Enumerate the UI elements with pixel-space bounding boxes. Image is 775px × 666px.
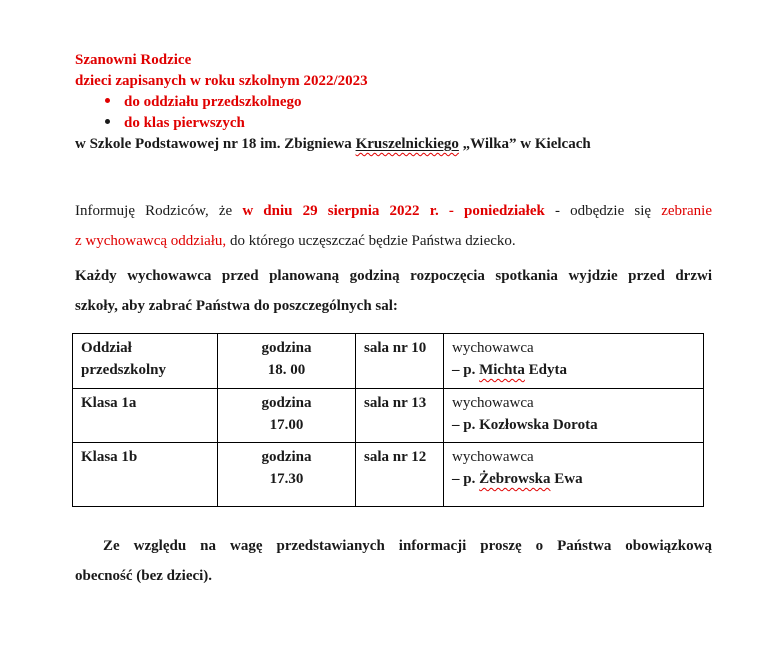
school-name-line <box>75 134 715 155</box>
group-cell: Klasa 1b <box>73 443 218 507</box>
notice-line-2: szkoły, aby zabrać Państwa do poszczególnych sal: <box>75 298 398 314</box>
meeting-highlight-text: z wychowawcą oddziału, <box>75 233 227 249</box>
meeting-highlight-text: zebranie <box>661 203 712 219</box>
bullet-item-przedszkole <box>75 92 715 113</box>
teacher-name <box>452 359 695 381</box>
room-cell: sala nr 10 <box>356 334 444 389</box>
teacher-cell <box>444 334 704 389</box>
intro-paragraph <box>75 196 712 256</box>
teacher-name-rest: Kozłowska Dorota <box>479 417 598 433</box>
bullet-icon <box>105 98 110 103</box>
time-cell <box>218 443 356 507</box>
teacher-name <box>452 468 695 490</box>
schedule-table <box>72 333 704 507</box>
teacher-name <box>452 414 695 436</box>
teacher-name-rest: Edyta <box>524 362 568 378</box>
teacher-cell <box>444 389 704 443</box>
time-cell <box>218 334 356 389</box>
teacher-name-prefix: – p. <box>452 362 480 378</box>
intro-line-1 <box>75 196 712 226</box>
table-row-klasa-1b <box>73 443 704 507</box>
intro-text: - odbędzie się <box>544 203 662 219</box>
teacher-cell <box>444 443 704 507</box>
teacher-label: wychowawca <box>452 449 534 465</box>
intro-line-2 <box>75 226 712 256</box>
meeting-date-text: w dniu 29 sierpnia 2022 r. - poniedziałek <box>242 203 545 219</box>
closing-paragraph <box>75 531 712 591</box>
closing-line-1: Ze względu na wagę przedstawianych informacji proszę o Państwa obowiązkową <box>103 538 712 554</box>
closing-line-2: obecność (bez dzieci). <box>75 568 213 584</box>
teacher-label: wychowawca <box>452 340 534 356</box>
intro-text: Informuję Rodziców, że <box>75 203 243 219</box>
teacher-name-prefix: – p. <box>452 417 480 433</box>
time-value: 17.00 <box>269 417 304 433</box>
teacher-name-rest: Ewa <box>550 471 583 487</box>
time-label: godzina <box>261 340 312 356</box>
table-row-klasa-1a <box>73 389 704 443</box>
bullet-icon <box>105 119 110 124</box>
room-cell: sala nr 13 <box>356 389 444 443</box>
school-text-prefix: w Szkole Podstawowej nr 18 im. Zbigniewa <box>75 136 356 152</box>
time-value: 17.30 <box>269 471 304 487</box>
group-cell: Klasa 1a <box>73 389 218 443</box>
teacher-name-prefix: – p. <box>452 471 480 487</box>
header-line-2: dzieci zapisanych w roku szkolnym 2022/2023 <box>75 73 368 89</box>
group-cell: Oddział przedszkolny <box>73 334 218 389</box>
time-value: 18. 00 <box>267 362 306 378</box>
room-cell: sala nr 12 <box>356 443 444 507</box>
letter-header <box>75 50 715 155</box>
header-line-1: Szanowni Rodzice <box>75 52 192 68</box>
bullet-text: do oddziału przedszkolnego <box>124 94 302 110</box>
teacher-label: wychowawca <box>452 395 534 411</box>
notice-paragraph <box>75 261 712 321</box>
spellcheck-squiggle: Żebrowska <box>479 471 551 487</box>
time-label: godzina <box>261 395 312 411</box>
spellcheck-squiggle: Michta <box>479 362 525 378</box>
bullet-item-klasy-pierwsze <box>75 113 715 134</box>
spellcheck-squiggle <box>356 136 459 152</box>
time-cell <box>218 389 356 443</box>
bullet-text: do klas pierwszych <box>124 115 245 131</box>
notice-line-1: Każdy wychowawca przed planowaną godziną rozpoczęcia spotkania wyjdzie przed drzwi <box>75 268 712 284</box>
table-row-oddzial-przedszkolny <box>73 334 704 389</box>
intro-text: do którego uczęszczać będzie Państwa dziecko. <box>226 233 516 249</box>
school-patron-name: Kruszelnickiego <box>355 136 459 152</box>
time-label: godzina <box>261 449 312 465</box>
school-text-suffix: „Wilka” w Kielcach <box>458 136 591 152</box>
